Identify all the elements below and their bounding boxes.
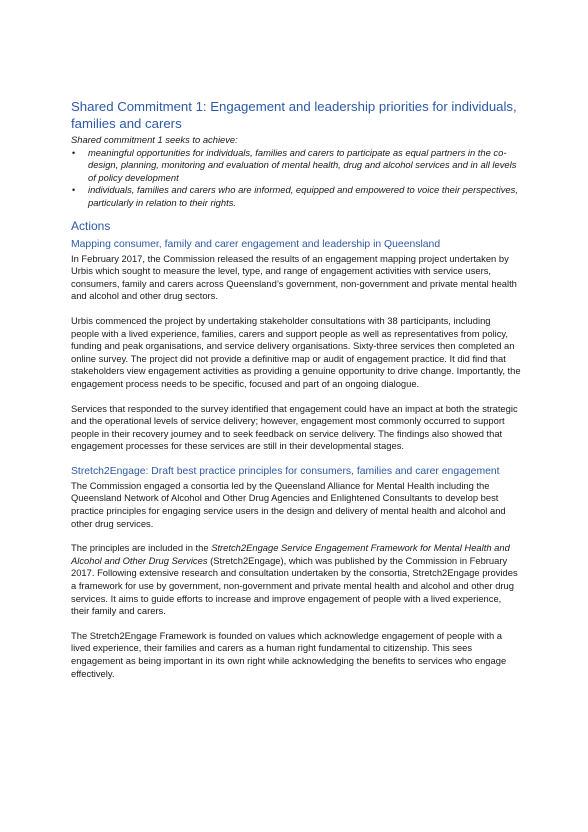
paragraph: Services that responded to the survey identified that engagement could have an impact at both the strategic and the operational levels of service delivery; however, engagement most commonly occurred to support people in their recovery journey and to seek feedback on service delivery. The findings also showed that engagement processes for these services are still in their developmental stages. <box>71 402 518 452</box>
shared-commitment-heading: Shared Commitment 1: Engagement and leadership priorities for individuals, families and carers <box>71 99 517 131</box>
paragraph <box>71 542 521 618</box>
intro-text: Shared commitment 1 seeks to achieve: <box>71 134 238 145</box>
document-page <box>71 98 521 692</box>
bullet-item <box>71 147 521 185</box>
paragraph-text: The principles are included in the <box>71 542 212 554</box>
paragraph: Urbis commenced the project by undertaking stakeholder consultations with 38 participants, including people with a lived experience, families, carers and support people as well as representatives from policy, funding and peak organisations, and service delivery organisations. Sixty-three services then completed an online survey. The project did not provide a definitive map or audit of engagement practice. It did find that stakeholders view engagement activities as providing a genuine opportunity to drive change. Importantly, the engagement process needs to be specific, focused and part of an ongoing dialogue. <box>71 314 521 389</box>
commitment-bullet-list <box>71 147 521 210</box>
paragraph: The Stretch2Engage Framework is founded on values which acknowledge engagement of people with a lived experience, their families and carers as a human right fundamental to citizenship. This sees engagement as being important in its own right while acknowledging the benefits to services who engage effectively. <box>71 629 507 679</box>
framework-title: Stretch2Engage Service Engagement Framework for Mental Health and Alcohol and Other Drug Services <box>71 542 510 566</box>
section-stretch2engage-heading: Stretch2Engage: Draft best practice principles for consumers, families and carer engagement <box>71 465 500 477</box>
bullet-text: individuals, families and carers who are informed, equipped and empowered to voice their perspectives, particularly in relation to their rights. <box>88 184 518 208</box>
actions-heading: Actions <box>71 218 111 233</box>
bullet-item <box>71 184 521 209</box>
paragraph: The Commission engaged a consortia led by the Queensland Alliance for Mental Health including the Queensland Network of Alcohol and Other Drug Agencies and Enlightened Consultants to develop best practice principles for engaging service users in the design and delivery of mental health and alcohol and other drug services. <box>71 479 506 529</box>
bullet-text: meaningful opportunities for individuals, families and carers to participate as equal partners in the co-design, planning, monitoring and evaluation of mental health, drug and alcohol services and in all levels of policy development <box>88 146 517 183</box>
bullet-marker: • <box>72 185 76 196</box>
paragraph-text: (Stretch2Engage), which was published by the Commission in February 2017. Following extensive research and consultation undertaken by the consortia, Stretch2Engage provides a framework for use by government, non-government and private mental health and alcohol and other drug services. It aims to guide efforts to increase and improve engagement of people with a lived experience, their family and carers. <box>71 554 518 617</box>
paragraph: In February 2017, the Commission released the results of an engagement mapping project undertaken by Urbis which sought to measure the level, type, and range of engagement activities with service users, consumers, family and carers across Queensland’s government, non-government and private mental health and alcohol and other drug sectors. <box>71 252 517 302</box>
section-mapping-heading: Mapping consumer, family and carer engagement and leadership in Queensland <box>71 238 441 250</box>
bullet-marker: • <box>72 147 76 158</box>
